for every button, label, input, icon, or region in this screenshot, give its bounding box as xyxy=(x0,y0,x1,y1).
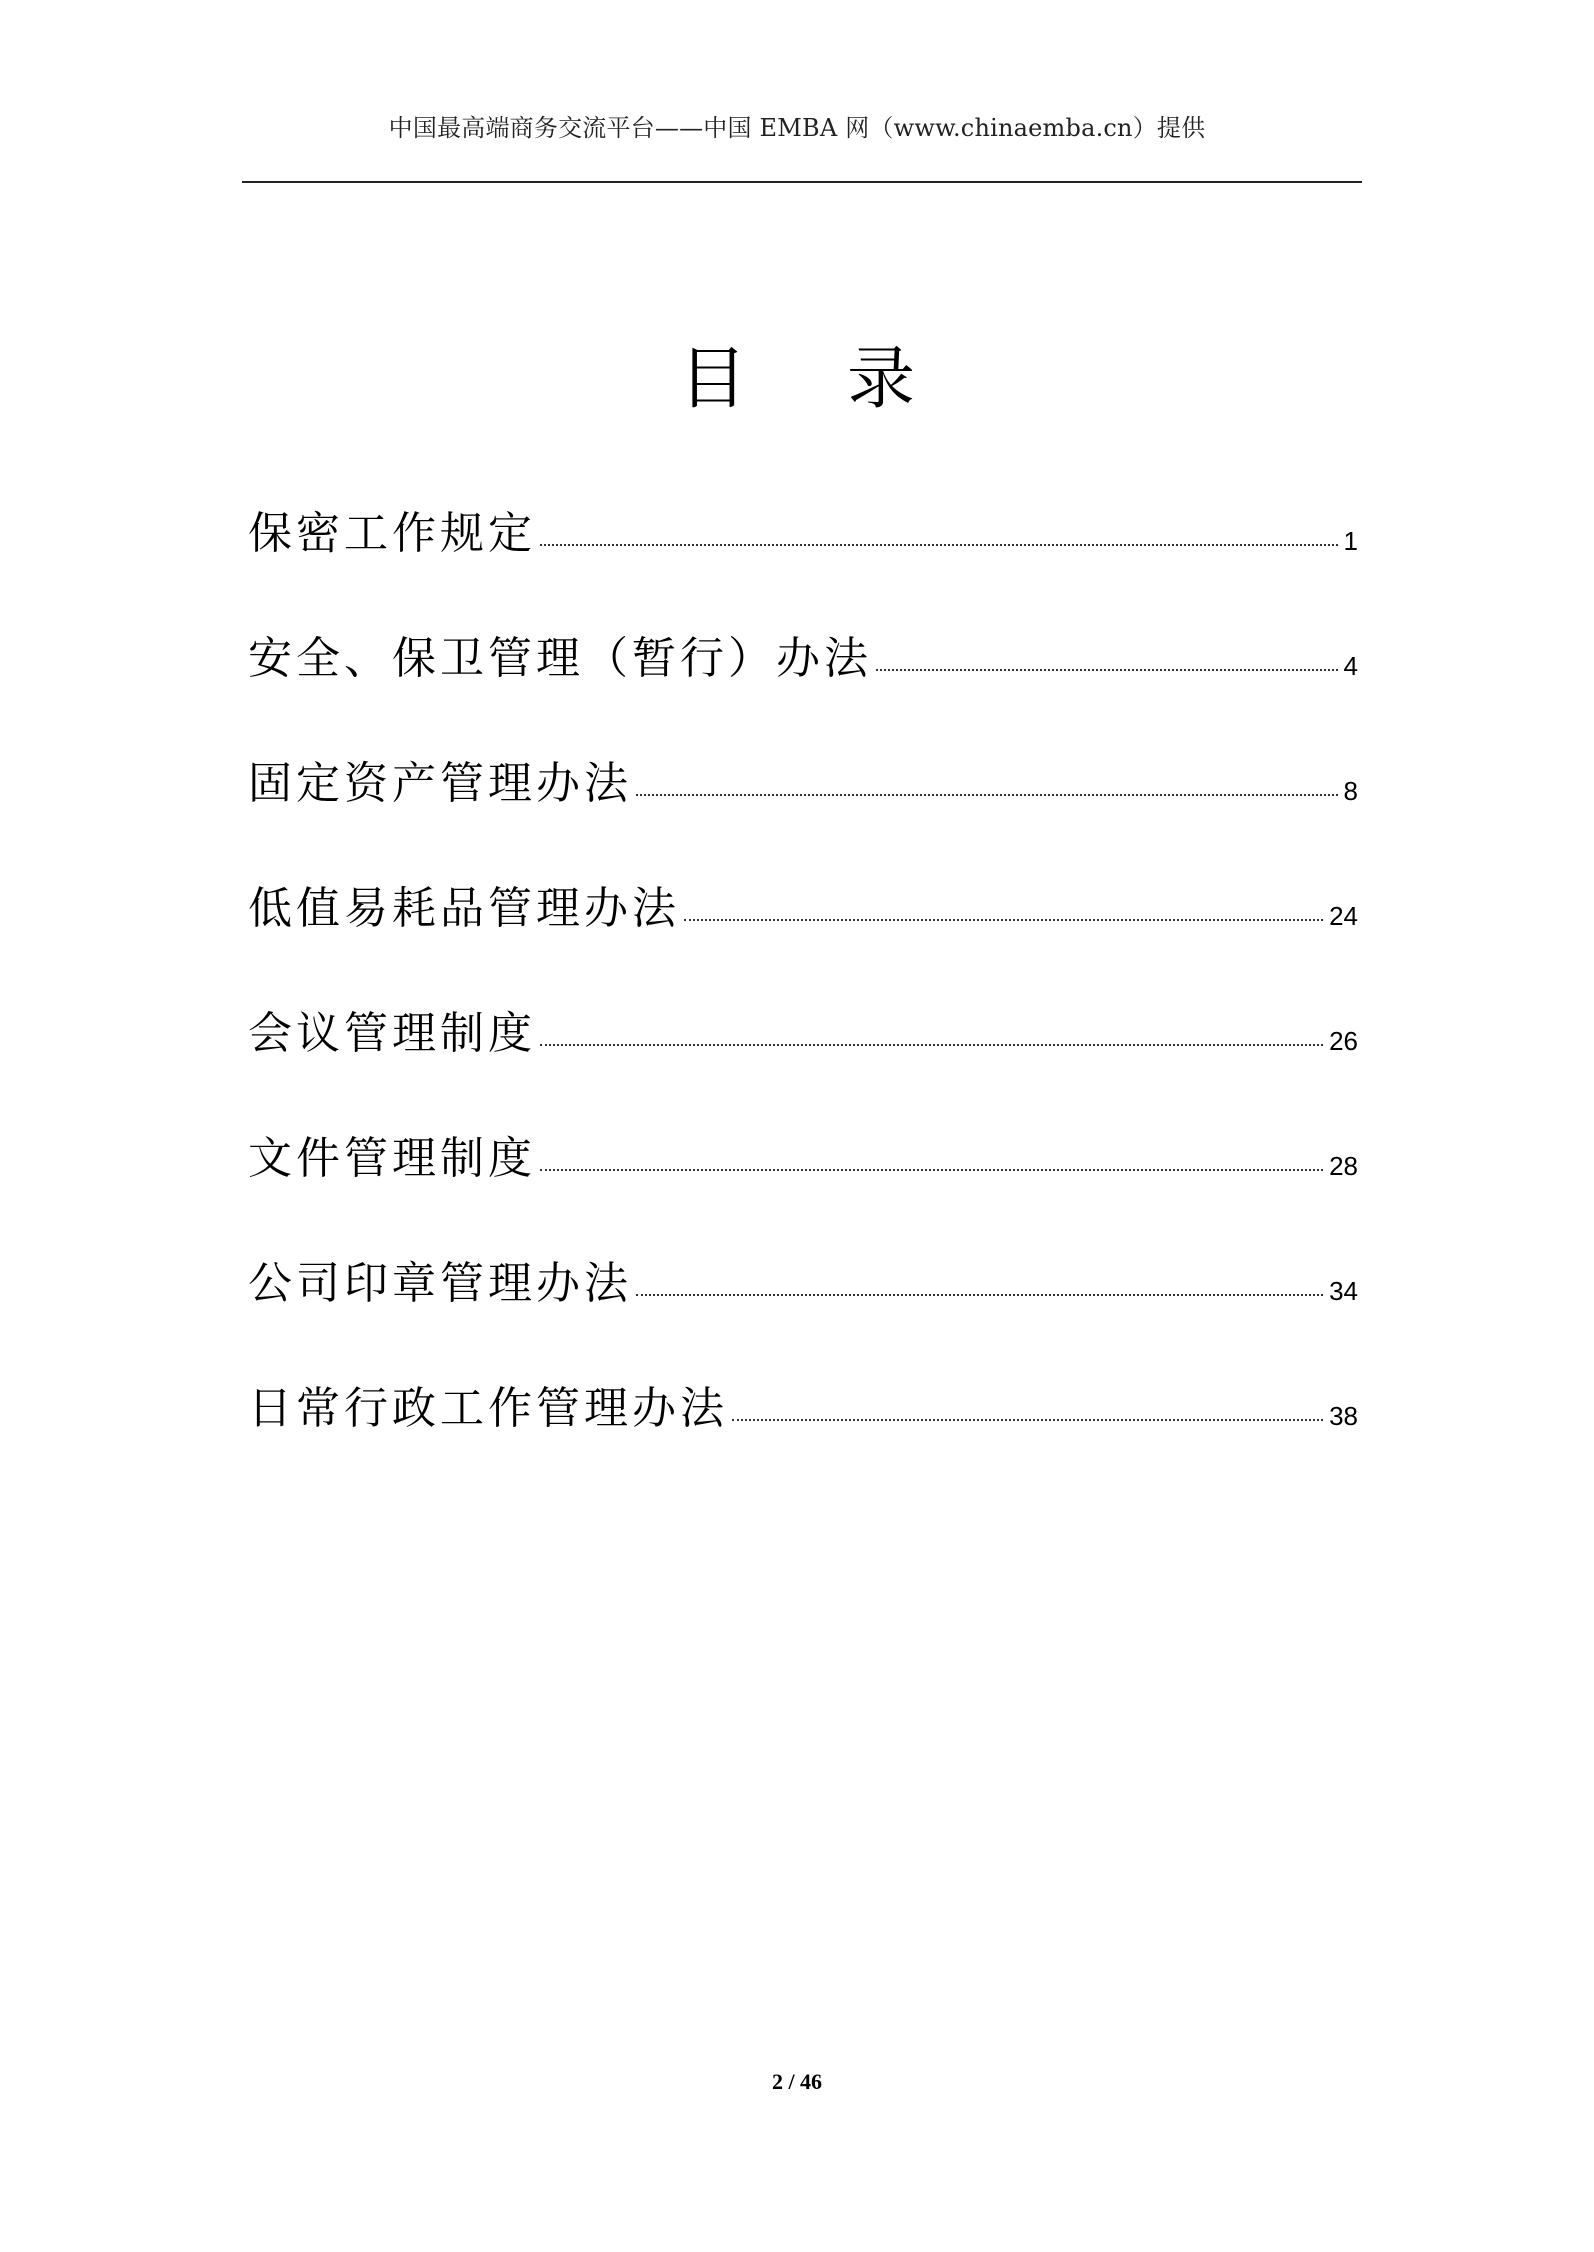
toc-entry-page: 38 xyxy=(1329,1401,1358,1431)
toc-entry[interactable] xyxy=(248,1310,1358,1435)
table-of-contents xyxy=(248,500,1358,1435)
toc-entry[interactable] xyxy=(248,1060,1358,1185)
toc-entry[interactable] xyxy=(248,685,1358,810)
toc-entry-title: 固定资产管理办法 xyxy=(248,758,632,809)
toc-entry-title: 低值易耗品管理办法 xyxy=(248,883,680,934)
toc-dot-leader xyxy=(684,919,1323,921)
header-divider xyxy=(242,181,1362,183)
page-title: 目录 xyxy=(678,339,1015,419)
toc-entry-title: 保密工作规定 xyxy=(248,508,536,559)
toc-entry[interactable] xyxy=(248,500,1358,560)
toc-dot-leader xyxy=(732,1419,1323,1421)
toc-dot-leader xyxy=(636,794,1338,796)
toc-entry-title: 文件管理制度 xyxy=(248,1133,536,1184)
toc-entry-page: 34 xyxy=(1329,1276,1358,1306)
toc-dot-leader xyxy=(540,1169,1323,1171)
toc-entry-page: 28 xyxy=(1329,1151,1358,1181)
toc-entry-title: 安全、保卫管理（暂行）办法 xyxy=(248,633,872,684)
toc-entry-page: 4 xyxy=(1343,651,1358,681)
toc-entry-title: 公司印章管理办法 xyxy=(248,1258,632,1309)
toc-entry-page: 26 xyxy=(1329,1026,1358,1056)
toc-entry-title: 日常行政工作管理办法 xyxy=(248,1383,728,1434)
toc-dot-leader xyxy=(540,1044,1323,1046)
toc-dot-leader xyxy=(636,1294,1323,1296)
toc-entry-title: 会议管理制度 xyxy=(248,1008,536,1059)
toc-dot-leader xyxy=(540,544,1338,546)
toc-dot-leader xyxy=(876,669,1338,671)
running-header: 中国最高端商务交流平台——中国 EMBA 网（www.chinaemba.cn）提供 xyxy=(388,114,1206,142)
toc-entry[interactable] xyxy=(248,1185,1358,1310)
page-number: 2 / 46 xyxy=(771,2069,823,2094)
toc-entry-page: 1 xyxy=(1343,526,1358,556)
toc-entry[interactable] xyxy=(248,560,1358,685)
toc-entry-page: 8 xyxy=(1343,776,1358,806)
toc-entry[interactable] xyxy=(248,935,1358,1060)
toc-entry-page: 24 xyxy=(1329,901,1358,931)
toc-entry[interactable] xyxy=(248,810,1358,935)
